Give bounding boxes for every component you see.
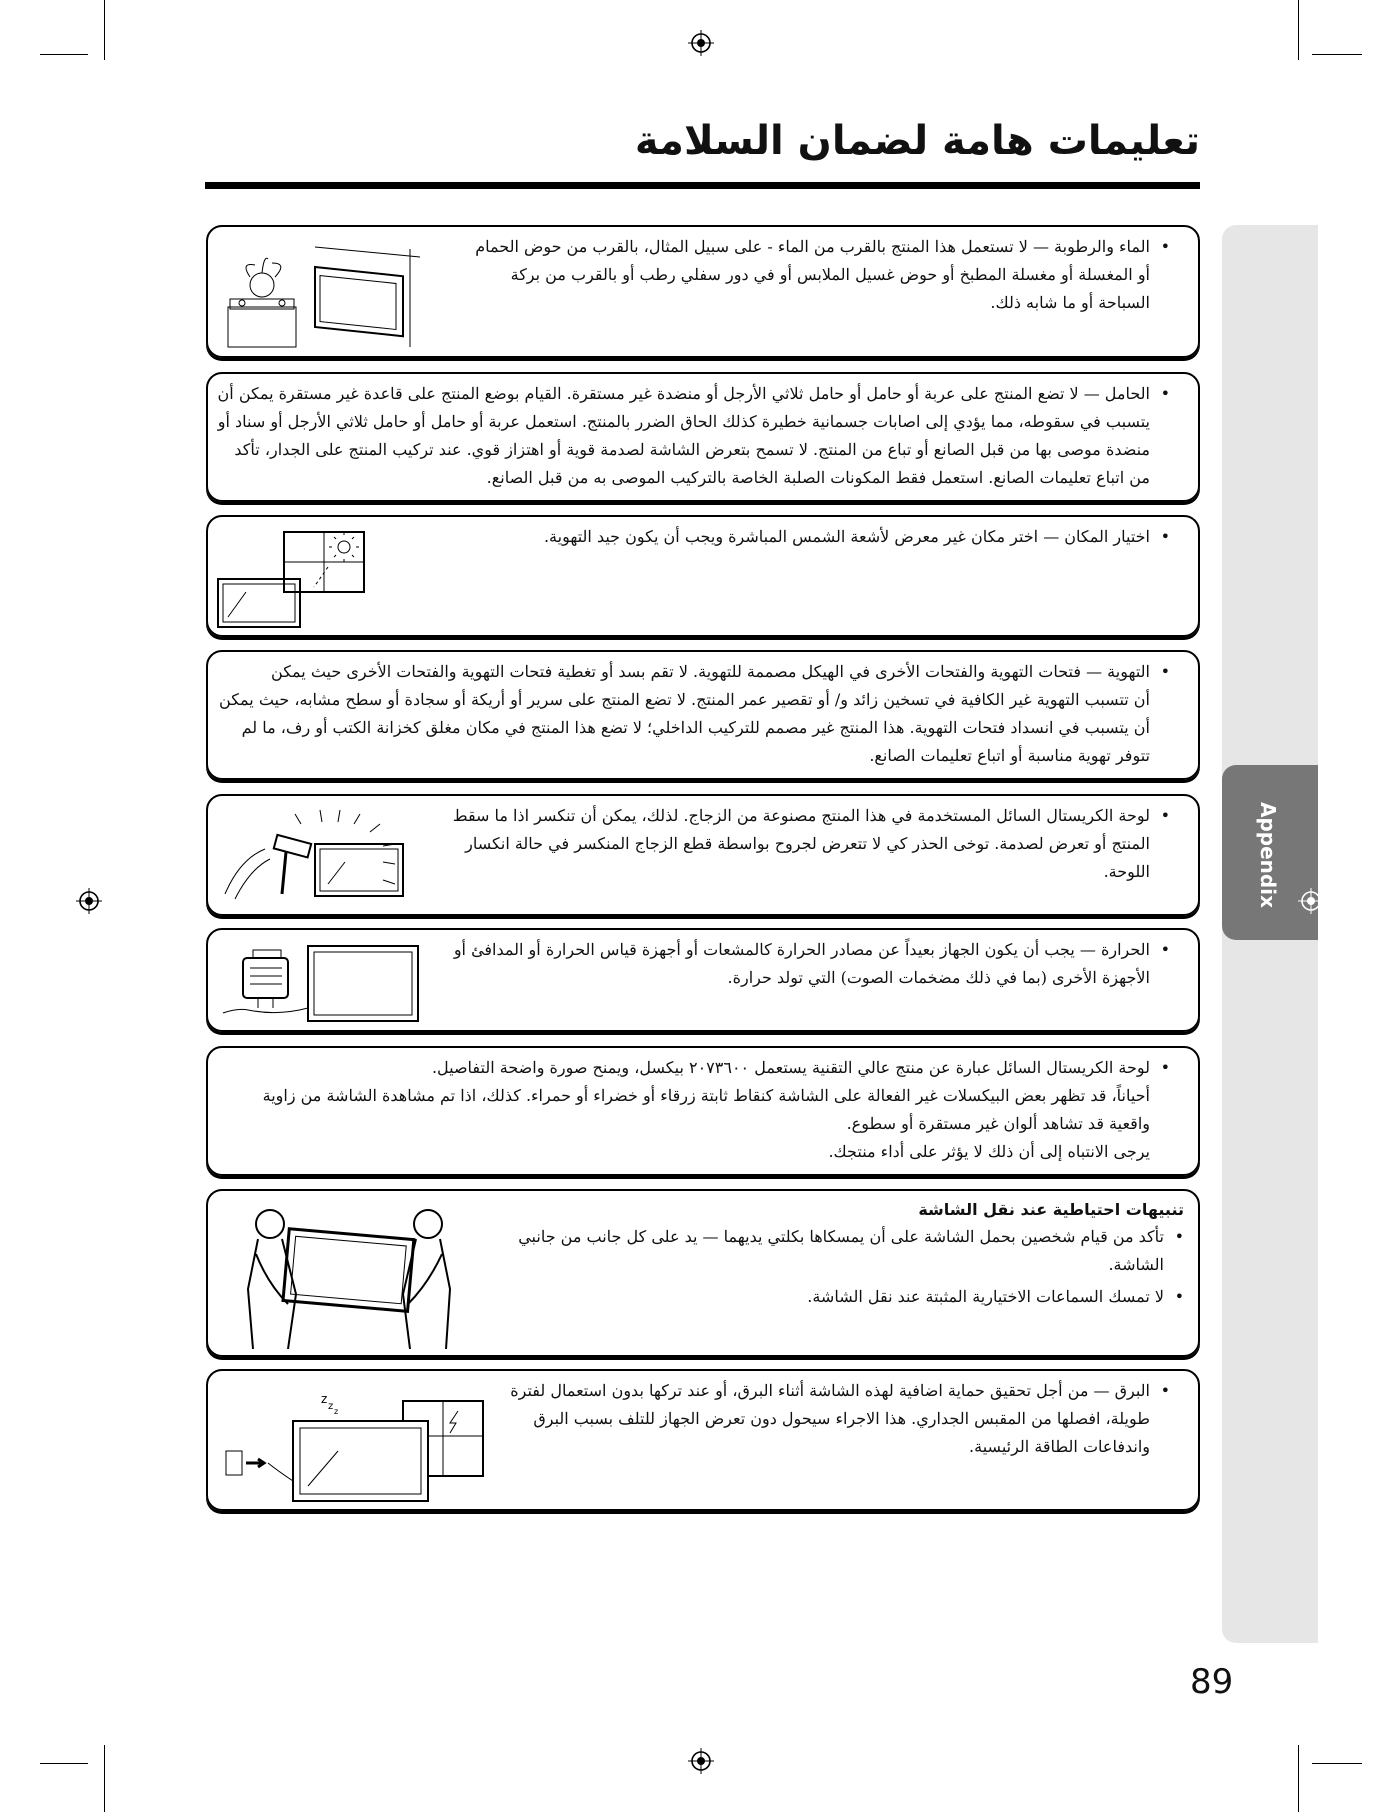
safety-item <box>454 936 1170 992</box>
safety-box-heat <box>206 928 1200 1032</box>
svg-text:z: z <box>334 1407 339 1416</box>
safety-item <box>263 1054 1170 1082</box>
text-line: واقعية قد تشاهد ألوان غير مستقرة أو سطوع. <box>846 1114 1150 1133</box>
safety-box-stand <box>206 372 1200 502</box>
safety-box-glass <box>206 794 1200 916</box>
crop-mark <box>1298 1745 1299 1812</box>
text-line: أن تتسبب التهوية غير الكافية في تسخين زائد و/ أو تقصير عمر المنتج. لا تضع المنتج على سرير أو أريكة أو سجادة أو سطح مشابه، حيث يمكن <box>219 690 1150 709</box>
text-line: • التهوية — فتحات التهوية والفتحات الأخرى في الهيكل مصممة للتهوية. لا تقم بسد أو تغطية فتحات التهوية والفتحات الأخرى حيث يمكن <box>271 662 1150 681</box>
safety-box-transport <box>206 1189 1200 1357</box>
svg-text:z: z <box>328 1401 334 1412</box>
appendix-tab-label: Appendix <box>1256 802 1280 908</box>
kitchen-sink-icon <box>220 237 445 349</box>
text-line: السباحة أو ما شابه ذلك. <box>990 293 1150 312</box>
svg-text:z: z <box>321 1392 328 1406</box>
safety-item <box>475 233 1170 317</box>
safety-item <box>544 523 1170 551</box>
text-line: منضدة موصى بها من قبل الصانع أو تباع من المنتج. لا تسمح بتعرض الشاشة لصدمة قوية أو اهتزاز قوي. عند تركيب المنتج على الجدار، تأكد <box>234 440 1150 459</box>
text-line: • الحامل — لا تضع المنتج على عربة أو حامل أو حامل ثلاثي الأرجل أو منضدة غير مستقرة. القيام بوضع المنتج على قاعدة غير مستقرة يمكن أن <box>217 384 1150 403</box>
window-sun-icon <box>216 527 376 632</box>
safety-item <box>219 658 1170 770</box>
text-line: يتسبب في سقوطه، مما يؤدي إلى اصابات جسمانية خطيرة كذلك الحاق الضرر بالمنتج. استعمل عربة أو حامل أو حامل ثلاثي الأرجل أو سناد أو <box>217 412 1150 431</box>
crop-mark <box>40 54 88 55</box>
text-line: طويلة، افصلها من المقبس الجداري. هذا الاجراء سيحول دون تعرض الجهاز للتلف بسبب البرق <box>533 1409 1150 1428</box>
safety-text-location <box>544 523 1170 551</box>
text-line: اللوحة. <box>1103 862 1150 881</box>
safety-text-heat <box>454 936 1170 992</box>
registration-mark-icon <box>76 888 102 914</box>
text-line: أو المغسلة أو مغسلة المطبخ أو حوض غسيل الملابس أو في دور سفلي رطب أو بالقرب من بركة <box>510 265 1150 284</box>
text-line: المنتج أو تعرض لصدمة. توخى الحذر كي لا تتعرض لجروح بواسطة قطع الزجاج المنكسر في حالة انكسار <box>465 834 1150 853</box>
safety-box-ventilation <box>206 650 1200 780</box>
text-line: واندفاعات الطاقة الرئيسية. <box>969 1437 1150 1456</box>
text-line: من اتباع تعليمات الصانع. استعمل فقط المكونات الصلبة الخاصة بالتركيب الموصى به من قبل الصانع. <box>486 468 1150 487</box>
text-line: الأجهزة الأخرى (بما في ذلك مضخمات الصوت) التي تولد حرارة. <box>727 968 1150 987</box>
safety-text-ventilation <box>219 658 1170 770</box>
text-line: • الماء والرطوبة — لا تستعمل هذا المنتج بالقرب من الماء - على سبيل المثال، بالقرب من حوض الحمام <box>475 237 1150 256</box>
text-line: تتوفر تهوية مناسبة أو اتباع تعليمات الصانع. <box>869 746 1150 765</box>
unplug-storm-icon <box>218 1381 498 1506</box>
transport-heading: تنبيهات احتياطية عند نقل الشاشة <box>918 1200 1184 1219</box>
two-people-carrying-icon <box>228 1199 468 1349</box>
safety-text-pixels <box>263 1054 1170 1166</box>
crop-mark <box>1312 1763 1362 1764</box>
text-line: الشاشة. <box>1108 1255 1164 1274</box>
crop-mark <box>1298 0 1299 60</box>
crop-mark <box>104 1745 105 1812</box>
safety-text-transport <box>518 1197 1184 1311</box>
safety-box-pixels <box>206 1046 1200 1176</box>
text-line: • اختيار المكان — اختر مكان غير معرض لأشعة الشمس المباشرة ويجب أن يكون جيد التهوية. <box>543 527 1150 546</box>
registration-mark-icon <box>688 30 714 56</box>
safety-item <box>218 380 1170 492</box>
safety-box-location <box>206 515 1200 637</box>
crop-mark <box>104 0 105 60</box>
safety-text-water <box>475 233 1170 317</box>
title-underline <box>205 182 1200 189</box>
text-line: • تأكد من قيام شخصين بحمل الشاشة على أن يمسكاها بكلتي يديهما — يد على كل جانب من جانبي <box>518 1227 1164 1246</box>
text-line: أحياناً، قد تظهر بعض البيكسلات غير الفعالة على الشاشة كنقاط ثابتة زرقاء أو خضراء أو حمراء. كذلك، اذا تم مشاهدة الشاشة من زاوية <box>262 1086 1150 1105</box>
hammer-icon <box>220 804 440 909</box>
text-line: • لوحة الكريستال السائل عبارة عن منتج عالي التقنية يستعمل ٢٠٧٣٦٠٠ بيكسل، ويمنح صورة واضحة التفاصيل. <box>431 1058 1150 1077</box>
page-number: 89 <box>1190 1662 1234 1702</box>
crop-mark <box>40 1763 88 1764</box>
safety-box-water <box>206 225 1200 358</box>
text-line: • لا تمسك السماعات الاختيارية المثبتة عند نقل الشاشة. <box>807 1287 1164 1306</box>
text-line: • لوحة الكريستال السائل المستخدمة في هذا المنتج مصنوعة من الزجاج. لذلك، يمكن أن تنكسر اذا ما سقط <box>452 806 1150 825</box>
safety-box-lightning <box>206 1369 1200 1511</box>
safety-item <box>518 1223 1184 1279</box>
page-title: تعليمات هامة لضمان السلامة <box>634 118 1200 164</box>
text-line: أن يتسبب في انسداد فتحات التهوية. هذا المنتج غير مصمم للتركيب الداخلي؛ لا تضع هذا المنتج في مكان مغلق كخزانة الكتب أو رف، ما لم <box>241 718 1150 737</box>
safety-text-stand <box>218 380 1170 492</box>
text-line: يرجى الانتباه إلى أن ذلك لا يؤثر على أداء منتجك. <box>828 1142 1150 1161</box>
appendix-tab-label-wrap <box>1248 800 1288 910</box>
crop-mark <box>1312 54 1362 55</box>
text-line: • الحرارة — يجب أن يكون الجهاز بعيداً عن مصادر الحرارة كالمشعات أو أجهزة قياس الحرارة أو المدافئ أو <box>453 940 1150 959</box>
safety-item <box>453 802 1170 886</box>
registration-mark-icon <box>1298 888 1324 914</box>
safety-text-glass <box>453 802 1170 886</box>
registration-mark-icon <box>688 1748 714 1774</box>
heater-icon <box>218 938 428 1028</box>
text-line: • البرق — من أجل تحقيق حماية اضافية لهذه الشاشة أثناء البرق، أو عند تركها بدون استعمال لفترة <box>510 1381 1150 1400</box>
safety-item <box>518 1283 1184 1311</box>
safety-item <box>510 1377 1170 1461</box>
safety-text-lightning <box>510 1377 1170 1461</box>
